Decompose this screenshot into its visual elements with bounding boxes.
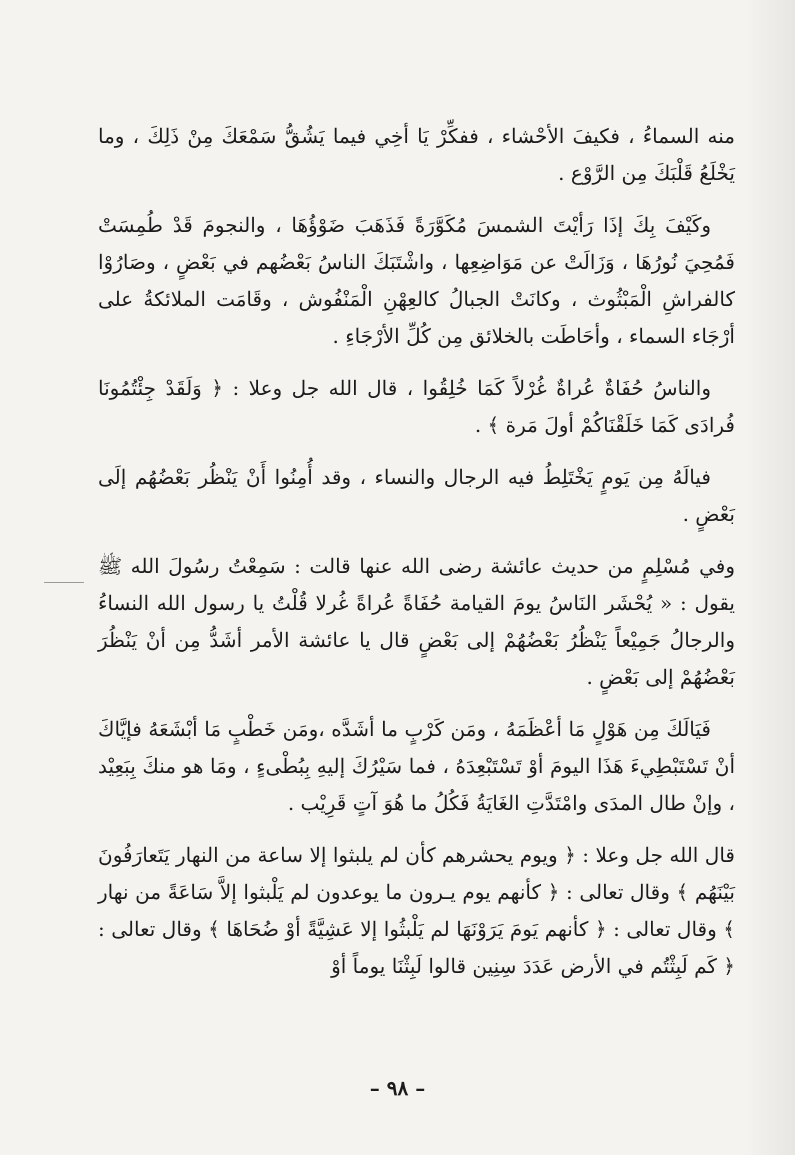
paragraph-2: وكَيْفَ بِكَ إذَا رَأيْتَ الشمسَ مُكَوَّرَةً فَذَهَبَ ضَوْؤُهَا ، والنجومَ قَدْ طُمِسَتْ فَمُحِيَ نُورُهَا ، وَزَالَتْ عن مَوَاضِعِها ، واشْتَبَكَ الناسُ بَعْضُهم في بَعْضٍ ، وصَارُوْا كالفراشِ الْمَبْثُوث ، وكانَتْ الجبالُ كالعِهْنِ الْمَنْفُوش ، وقَامَت الملائكةُ على أرْجَاء السماء ، وأحَاطَت بالخلائق مِن كُلِّ الأرْجَاءِ . — [98, 213, 735, 348]
paragraph-7: قال الله جل وعلا : ﴿ ويوم يحشرهم كأن لم يلبثوا إلا ساعة من النهار يَتَعارَفُونَ بَيْنَهُم ﴾ وقال تعالى : ﴿ كأنهم يوم يـرون ما يوعدون لم يَلْبثوا إلاَّ سَاعَةً من نهار ﴾ وقال تعالى : ﴿ كأنهم يَومَ يَرَوْنَهَا لم يَلْبثُوا إلا عَشِيَّةً أوْ ضُحَاهَا ﴾ وقال تعالى : ﴿ كَم لَبِثْتُم في الأرض عَدَدَ سِنِين قالوا لَبِثْنَا يوماً أوْ — [98, 843, 735, 978]
paragraph-1: منه السماءُ ، فكيفَ الأحْشاء ، ففكِّرْ يَا أخِي فيما يَشُقُّ سَمْعَكَ مِنْ ذَلِكَ ، وما يَخْلَعُ قَلْبَكَ مِن الرَّوْع . — [98, 124, 735, 185]
page-body — [98, 118, 735, 1000]
paragraph-4: فيالَهُ مِن يَومٍ يَخْتَلِطُ فيه الرجال والنساء ، وقد أُمِنُوا أَنْ يَنْظُر بَعْضُهُم إلَى بَعْضٍ . — [98, 465, 735, 526]
scan-edge-shadow — [745, 0, 795, 1155]
paragraph-6: فَيَالَكَ مِن هَوْلٍ مَا أعْظَمَهُ ، ومَن كَرْبٍ ما أشَدَّه ،ومَن خَطْبٍ مَا أبْشَعَهُ فإيَّاكَ أنْ تَسْتَبْطِيءَ هَذَا اليومَ أوْ تَسْتَبْعِدَهُ ، فما سَيْرُكَ إليهِ بِبُطْىءٍ ، ومَا هو منكَ بِبَعِيْد ، وإنْ طال المدَى وامْتَدَّتِ الغَايَةُ فَكُلُ ما هُوَ آتٍ قَرِيْب . — [98, 717, 735, 815]
paragraph-3: والناسُ حُفَاةٌ عُراةٌ غُرْلاً كَمَا خُلِقُوا ، قال الله جل وعلا : ﴿ وَلَقَدْ جِئْتُمُونَا فُرادَى كَمَا خَلَقْنَاكُمْ أولَ مَرة ﴾ . — [98, 376, 735, 437]
margin-mark — [44, 582, 84, 583]
paragraph-5: وفي مُسْلِمٍ من حديث عائشة رضى الله عنها قالت : سَمِعْتُ رسُولَ الله ﷺ يقول : « يُحْشَر النَاسُ يومَ القيامة حُفَاةً عُراةً غُرلا قُلْتُ يا رسول الله النساءُ والرجالُ جَمِيْعاً يَنْظُرُ بَعْضُهُمْ إلى بَعْضٍ قال يا عائشة الأمر أشَدُّ مِن أنْ يَنْظُرَ بَعْضُهُمْ إلى بَعْضٍ . — [98, 554, 735, 689]
page-number: – ٩٨ – — [369, 1076, 426, 1100]
